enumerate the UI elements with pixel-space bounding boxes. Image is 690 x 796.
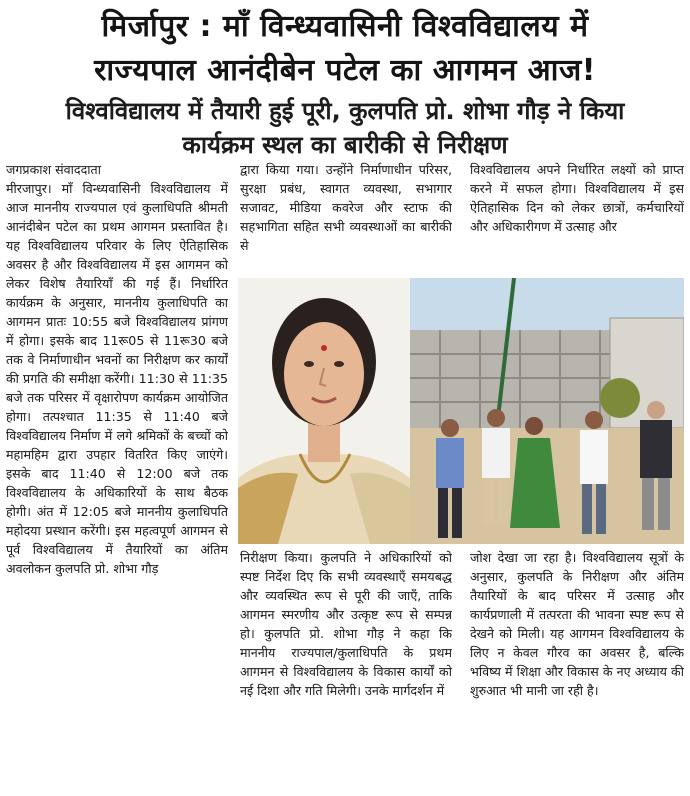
byline: जगप्रकाश संवाददाता <box>6 162 101 177</box>
article-column-3-top: विश्वविद्यालय अपने निर्धारित लक्ष्यों को प्राप्त करने में सफल होगा। विश्वविद्यालय में इस ऐतिहासिक दिन को लेकर छात्रों, कर्मचारियों और अधिकारीगण में उत्साह और <box>470 162 684 234</box>
article-column-1 <box>6 160 228 792</box>
woman-portrait-icon <box>238 278 410 544</box>
article-column-3-bottom: जोश देखा जा रहा है। विश्वविद्यालय सूत्रों के अनुसार, कुलपति के निरीक्षण और अंतिम तैयारियों के बाद परिसर में उत्साह और कार्यप्रणाली में तत्परता की भावना स्पष्ट रूप से देखने को मिली। यह आगमन विश्वविद्यालय के लिए न केवल गौरव का अवसर है, बल्कि भविष्य में शिक्षा और विकास के नए अध्याय की शुरुआत भी मानी जा रही है। <box>470 550 684 698</box>
article-text-col1: मीरजापुर। माँ विन्ध्यवासिनी विश्वविद्यालय में आज माननीय राज्यपाल एवं कुलाधिपति श्रीमती आनंदीबेन पटेल का प्रथम आगमन प्रस्तावित है। यह विश्वविद्यालय परिवार के लिए ऐतिहासिक अवसर है और विश्वविद्यालय में इस आगमन को लेकर विशेष तैयारियाँ की गई हैं। निर्धारित कार्यक्रम के अनुसार, माननीय कुलाधिपति का आगमन प्रातः 10:55 बजे विश्वविद्यालय प्रांगण में होगा। इसके बाद 11रू05 से 11रू30 बजे तक वे निर्माणाधीन भवनों का निरीक्षण कर कार्यों की प्रगति की समीक्षा करेंगी। 11:30 से 11:35 बजे तक परिसर में वृक्षारोपण कार्यक्रम आयोजित होगा। तत्पश्चात 11:35 से 11:40 बजे विश्वविद्यालय निर्माण में लगे श्रमिकों के बच्चों को महामहिम द्वारा उपहार वितरित किए जाएंगे। इसके बाद 11:40 से 12:00 बजे तक विश्वविद्यालय के अधिकारियों के साथ बैठक होगी। अंत में 12:05 बजे माननीय कुलाधिपति महोदया प्रस्थान करेंगी। इस महत्वपूर्ण आगमन से पूर्व विश्वविद्यालय में तैयारियों का अंतिम अवलोकन कुलपति प्रो. शोभा गौड़ <box>6 181 228 576</box>
portrait-photo <box>238 278 410 544</box>
article-column-2-bottom: निरीक्षण किया। कुलपति ने अधिकारियों को स्पष्ट निर्देश दिए कि सभी व्यवस्थाएँ समयबद्ध और व्यवस्थित रूप से पूरी की जाएँ, ताकि आगमन स्मरणीय और उत्कृष्ट रूप से सम्पन्न हो। कुलपति प्रो. शोभा गौड़ ने कहा कि माननीय राज्यपाल/कुलाधिपति के प्रथम आगमन से विश्वविद्यालय के विकास कार्यों को नई दिशा और गति मिलेगी। उनके मार्गदर्शन में <box>240 550 452 698</box>
subheadline-line-2: कार्यक्रम स्थल का बारीकी से निरीक्षण <box>182 131 508 159</box>
headline-line-1: मिर्जापुर : माँ विन्ध्यवासिनी विश्वविद्यालय में <box>101 9 589 44</box>
headline-line-2: राज्यपाल आनंदीबेन पटेल का आगमन आज! <box>94 53 596 88</box>
construction-site-photo <box>410 278 684 544</box>
article-column-2-top: द्वारा किया गया। उन्होंने निर्माणाधीन परिसर, सुरक्षा प्रबंध, स्वागत व्यवस्था, सभागार सजावट, मीडिया कवरेज और स्टाफ की सहभागिता सहित सभी व्यवस्थाओं का बारीकी से <box>240 162 452 253</box>
construction-site-inspection-icon <box>410 278 684 544</box>
subheadline-line-1: विश्वविद्यालय में तैयारी हुई पूरी, कुलपति प्रो. शोभा गौड़ ने किया <box>65 97 625 125</box>
